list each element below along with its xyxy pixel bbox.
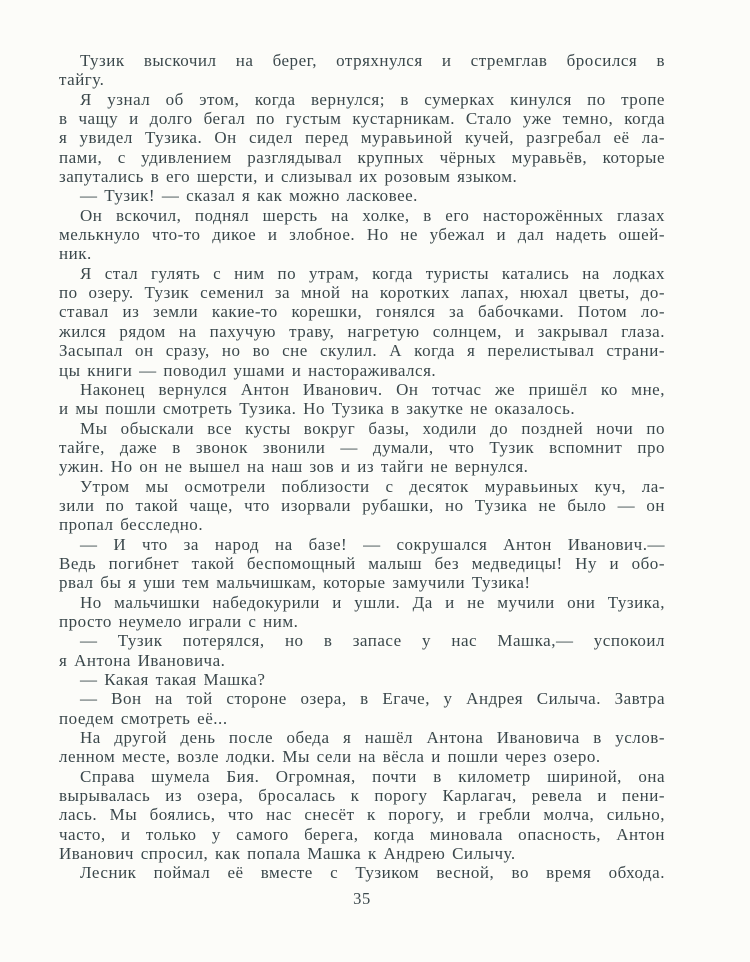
text-line: по озеру. Тузик семенил за мной на коротких лапах, нюхал цветы, до- [59, 283, 665, 303]
text-line: Мы обыскали все кусты вокруг базы, ходили до поздней ночи по [80, 418, 665, 438]
paragraph [59, 535, 665, 593]
text-line: я Антона Ивановича. [59, 650, 226, 670]
text-line: Но мальчишки набедокурили и ушли. Да и не мучили они Тузика, [80, 592, 665, 612]
text-line: Я узнал об этом, когда вернулся; в сумерках кинулся по тропе [80, 89, 665, 109]
text-line: цы книги — поводил ушами и настораживался. [59, 360, 437, 380]
paragraph [59, 670, 665, 689]
text-line: ник. [59, 244, 92, 264]
paragraph [59, 728, 665, 767]
text-line: Засыпал он сразу, но во сне скулил. А когда я перелистывал страни- [59, 341, 665, 361]
text-line: и мы пошли смотреть Тузика. Но Тузика в закутке не оказалось. [59, 399, 576, 419]
text-line: жился рядом на пахучую траву, нагретую солнцем, и закрывал глаза. [59, 321, 665, 341]
paragraph [59, 186, 665, 205]
paragraph [59, 51, 665, 90]
paragraph [59, 419, 665, 477]
text-line: вырывалась из озера, бросалась к порогу Карлагач, ревела и пени- [59, 786, 665, 806]
paragraph [59, 264, 665, 380]
text-block [59, 51, 665, 883]
text-line: ставал из земли какие-то корешки, гонялся за бабочками. Потом ло- [59, 302, 665, 322]
text-line: тайге, даже в звонок звонили — думали, что Тузик вспомнит про [59, 437, 665, 457]
text-line: Я стал гулять с ним по утрам, когда туристы катались на лодках [80, 263, 665, 283]
text-line: пропал бесследно. [59, 515, 204, 535]
text-line: Он вскочил, поднял шерсть на холке, в его насторожённых глазах [80, 205, 665, 225]
text-line: запутались в его шерсти, и слизывал их розовым языком. [59, 167, 518, 187]
page-number: 35 [353, 889, 371, 908]
paragraph [59, 90, 665, 187]
text-line: — Тузик потерялся, но в запасе у нас Машка,— успокоил [80, 631, 665, 651]
text-line: ленном месте, возле лодки. Мы сели на вёсла и пошли через озеро. [59, 747, 601, 767]
paragraph [59, 593, 665, 632]
text-line: Наконец вернулся Антон Иванович. Он тотчас же пришёл ко мне, [80, 379, 665, 399]
text-line: Справа шумела Бия. Огромная, почти в километр шириной, она [80, 766, 665, 786]
text-line: мелькнуло что-то дикое и злобное. Но не убежал и дал надеть ошей- [59, 225, 665, 245]
paragraph [59, 767, 665, 864]
text-line: поедем смотреть её... [59, 708, 228, 728]
text-line: Иванович спросил, как попала Машка к Андрею Силычу. [59, 844, 516, 864]
text-line: Ведь погибнет такой беспомощный малыш без медведицы! Ну и обо- [59, 553, 665, 573]
text-line: я увидел Тузика. Он сидел перед муравьиной кучей, разгребал её ла- [59, 128, 665, 148]
text-line: тайгу. [59, 70, 105, 90]
text-line: На другой день после обеда я нашёл Антона Ивановича в услов- [80, 728, 665, 748]
paragraph [59, 477, 665, 535]
text-line: в чащу и долго бегал по густым кустарникам. Стало уже темно, когда [59, 109, 665, 129]
text-line: — Какая такая Машка? [80, 670, 266, 689]
text-line: ужин. Но он не вышел на наш зов и из тайги не вернулся. [59, 457, 529, 477]
text-line: Утром мы осмотрели поблизости с десяток муравьиных куч, ла- [80, 476, 665, 496]
paragraph [59, 206, 665, 264]
text-line: пами, с удивлением разглядывал крупных чёрных муравьёв, которые [59, 147, 665, 167]
text-line: просто неумело играли с ним. [59, 611, 299, 631]
text-line: — Тузик! — сказал я как можно ласковее. [80, 186, 418, 206]
page-footer [59, 889, 665, 909]
text-line: часто, и только у самого берега, когда миновала опасность, Антон [59, 824, 665, 844]
text-line: лась. Мы боялись, что нас снесёт к порогу, и гребли молча, сильно, [59, 805, 665, 825]
paragraph [59, 689, 665, 728]
text-line: рвал бы я уши тем мальчишкам, которые замучили Тузика! [59, 573, 531, 593]
text-line: — Вон на той стороне озера, в Егаче, у Андрея Силыча. Завтра [80, 689, 665, 709]
paragraph [59, 631, 665, 670]
paragraph [59, 380, 665, 419]
paragraph [59, 863, 665, 882]
text-line: Лесник поймал её вместе с Тузиком весной, во время обхода. [80, 863, 665, 883]
text-line: — И что за народ на базе! — сокрушался Антон Иванович.— [80, 534, 665, 554]
text-line: Тузик выскочил на берег, отряхнулся и стремглав бросился в [80, 51, 665, 70]
text-line: зили по такой чаще, что изорвали рубашки, но Тузика не было — он [59, 495, 665, 515]
